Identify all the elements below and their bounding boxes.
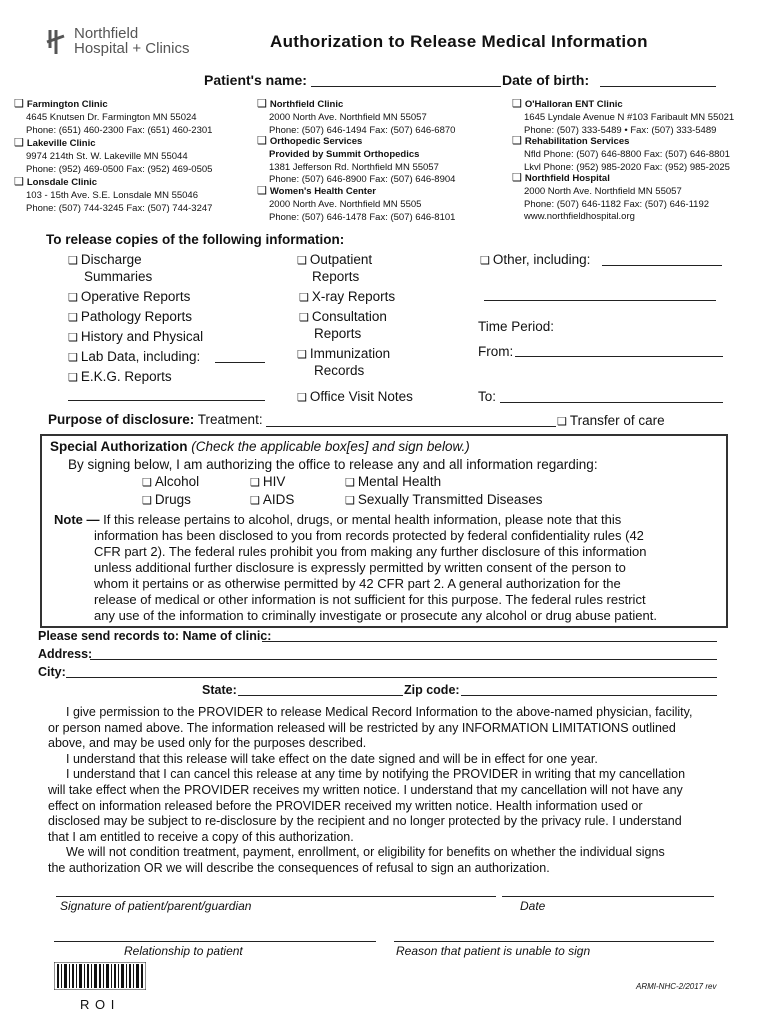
option-aids[interactable] (250, 491, 294, 510)
checkbox-farmington[interactable]: ❑ (14, 98, 24, 110)
patient-name-field[interactable] (311, 86, 501, 87)
option-lab[interactable] (68, 348, 200, 367)
note-line: unless additional further disclosure is expressly permitted by written consent of the person to (94, 560, 626, 575)
checkbox-icon[interactable]: ❑ (142, 495, 152, 507)
relationship-field[interactable] (54, 941, 376, 942)
special-heading-note: (Check the applicable box[es] and sign below.) (191, 439, 470, 454)
checkbox-icon[interactable]: ❑ (68, 372, 78, 384)
permission-paragraph (48, 705, 764, 877)
clinic-column-3 (512, 98, 768, 224)
permission-line: disclosed may be subject to re-disclosure by the recipient and no longer protected by the privacy rule. I understand (48, 814, 682, 829)
clinic-womens-health (257, 185, 497, 224)
option-label: E.K.G. Reports (80, 369, 172, 384)
checkbox-icon[interactable]: ❑ (345, 495, 355, 507)
clinic-name: Women's Health Center (269, 186, 376, 197)
clinic-lakeville (14, 137, 254, 176)
logo (74, 26, 189, 56)
option-label: Immunization (309, 346, 391, 361)
roi-label: R O I (80, 997, 116, 1012)
release-heading: To release copies of the following information: (46, 232, 345, 247)
option-xray[interactable] (299, 288, 395, 307)
checkbox-icon[interactable]: ❑ (297, 255, 307, 267)
purpose-row (48, 412, 263, 427)
reason-field[interactable] (394, 941, 714, 942)
checkbox-icon[interactable]: ❑ (299, 312, 309, 324)
to-label: To: (478, 389, 497, 404)
clinic-name: Northfield Hospital (524, 173, 610, 184)
clinic-name: Lakeville Clinic (26, 138, 96, 149)
date-label: Date (520, 899, 546, 913)
clinic-northfield (257, 98, 497, 135)
option-label: Other, including: (492, 252, 591, 267)
permission-line: above, and may be used only for the purposes described. (48, 736, 367, 751)
clinic-column-1 (14, 98, 254, 215)
permission-line: the authorization OR we will describe the consequences of refusal to sign an authorization. (48, 860, 550, 875)
option-pathology[interactable] (68, 308, 192, 327)
clinic-address: 2000 North Ave. Northfield MN 55057 (269, 111, 427, 123)
checkbox-icon[interactable]: ❑ (297, 392, 307, 404)
note-line: CFR part 2). The federal rules prohibit you from making any further disclosure of this information (94, 544, 647, 559)
option-immunization-line2: Records (314, 363, 365, 378)
clinic-address: 2000 North Ave. Northfield MN 5505 (269, 198, 422, 210)
checkbox-icon[interactable]: ❑ (480, 255, 490, 267)
clinic-name: Lonsdale Clinic (26, 177, 98, 188)
clinic-farmington (14, 98, 254, 137)
clinic-name: Rehabilitation Services (524, 136, 630, 147)
clinic-ohalloran (512, 98, 768, 135)
note-line: information has been disclosed to you from records protected by federal confidentiality rules (42 (94, 528, 644, 543)
clinic-phone: Phone: (507) 333-5489 • Fax: (507) 333-5489 (524, 124, 717, 136)
note-line: release of medical or other information is not sufficient for this purpose. The federal rules restrict (94, 592, 646, 607)
permission-line: effect on information released before the PROVIDER received my written notice. Health information used or (48, 798, 643, 813)
checkbox-lonsdale[interactable]: ❑ (14, 176, 24, 188)
special-intro: By signing below, I am authorizing the office to release any and all information regarding: (68, 457, 598, 472)
option-label: Consultation (311, 309, 387, 324)
option-label: Pathology Reports (80, 309, 192, 324)
send-zip-label: Zip code: (404, 683, 460, 697)
note-paragraph (54, 512, 657, 624)
permission-line: I understand that I can cancel this release at any time by notifying the PROVIDER in writing that my cancellation (66, 767, 686, 782)
permission-line: I understand that this release will take effect on the date signed and will be in effect for one year. (66, 751, 598, 766)
option-ekg[interactable] (68, 368, 172, 387)
barcode-icon (54, 962, 146, 990)
clinic-name: O'Halloran ENT Clinic (524, 99, 623, 110)
checkbox-icon[interactable]: ❑ (250, 495, 260, 507)
checkbox-icon[interactable]: ❑ (68, 332, 78, 344)
note-line: any use of the information to criminally investigate or prosecute any alcohol or drug abuse patient. (94, 608, 657, 623)
send-address-field[interactable] (90, 659, 717, 660)
checkbox-icon[interactable]: ❑ (557, 416, 567, 428)
option-outpatient-line2: Reports (312, 269, 360, 284)
clinic-address: 2000 North Ave. Northfield MN 55057 (524, 185, 682, 197)
clinic-phone: Phone: (651) 460-2300 Fax: (651) 460-2301 (26, 124, 213, 136)
clinic-name: Orthopedic Services (269, 136, 363, 147)
checkbox-icon[interactable]: ❑ (68, 312, 78, 324)
clinic-address: 4645 Knutsen Dr. Farmington MN 55024 (26, 111, 197, 123)
clinic-address: 9974 214th St. W. Lakeville MN 55044 (26, 150, 188, 162)
hospital-logo-icon (44, 28, 72, 56)
purpose-label: Purpose of disclosure: (48, 412, 195, 427)
lab-field[interactable] (215, 362, 265, 363)
from-label: From: (478, 344, 514, 359)
clinic-orthopedic (257, 135, 497, 185)
signature-field[interactable] (56, 896, 496, 897)
form-code: ARMI-NHC-2/2017 rev (636, 982, 717, 991)
checkbox-icon[interactable]: ❑ (250, 477, 260, 489)
option-label: Transfer of care (569, 413, 665, 428)
checkbox-orthopedic[interactable]: ❑ (257, 135, 267, 147)
checkbox-icon[interactable]: ❑ (68, 255, 78, 267)
clinic-name: Farmington Clinic (26, 99, 108, 110)
option-mental-health[interactable] (345, 473, 441, 492)
time-period-label: Time Period: (478, 319, 555, 334)
clinic-lonsdale (14, 176, 254, 215)
permission-line: that I am entitled to receive a copy of this authorization. (48, 829, 354, 844)
checkbox-icon[interactable]: ❑ (142, 477, 152, 489)
option-office-visit[interactable] (297, 388, 413, 407)
option-alcohol[interactable] (142, 473, 199, 492)
treatment-field[interactable] (266, 426, 556, 427)
note-line: whom it pertains or as otherwise permitted by 42 CFR part 2. A general authorization for the (94, 576, 621, 591)
permission-line: We will not condition treatment, payment, enrollment, or eligibility for benefits on whether the individual signs (66, 845, 665, 860)
send-city-label: City: (38, 665, 66, 679)
patient-name-label: Patient's name: (204, 72, 307, 88)
clinic-phone: Phone: (507) 646-1494 Fax: (507) 646-6870 (269, 124, 456, 136)
clinic-rehabilitation (512, 135, 768, 172)
option-label: History and Physical (80, 329, 204, 344)
option-label: Sexually Transmitted Diseases (357, 492, 543, 507)
send-state-label: State: (202, 683, 237, 697)
option-label: HIV (262, 474, 286, 489)
note-line: Note — If this release pertains to alcohol, drugs, or mental health information, please note that this (54, 512, 622, 527)
checkbox-icon[interactable]: ❑ (297, 349, 307, 361)
clinic-phone: Phone: (952) 469-0500 Fax: (952) 469-0505 (26, 163, 213, 175)
send-city-field[interactable] (66, 677, 717, 678)
option-label: Office Visit Notes (309, 389, 413, 404)
option-label: Discharge (80, 252, 142, 267)
option-label: Lab Data, including: (80, 349, 201, 364)
option-hiv[interactable] (250, 473, 285, 492)
option-drugs[interactable] (142, 491, 191, 510)
checkbox-icon[interactable]: ❑ (68, 292, 78, 304)
dob-field[interactable] (600, 86, 716, 87)
clinic-northfield-hospital (512, 172, 768, 224)
permission-line: will take effect when the PROVIDER receives my written notice. I understand that my cancellation will not have any (48, 782, 683, 797)
logo-line2: Hospital + Clinics (74, 40, 190, 57)
clinic-address: 1381 Jefferson Rd. Northfield MN 55057 (269, 161, 439, 173)
special-heading: Special Authorization (50, 439, 188, 454)
signature-label: Signature of patient/parent/guardian (60, 899, 252, 913)
page-title: Authorization to Release Medical Information (270, 32, 648, 51)
permission-line: or person named above. The information released will be restricted by any INFORMATION LIMITATIONS outlined (48, 720, 676, 735)
checkbox-icon[interactable]: ❑ (68, 352, 78, 364)
option-label: X-ray Reports (311, 289, 396, 304)
checkbox-lakeville[interactable]: ❑ (14, 137, 24, 149)
send-state-field[interactable] (238, 695, 403, 696)
option-label: Drugs (154, 492, 191, 507)
option-history[interactable] (68, 328, 203, 347)
option-label: AIDS (262, 492, 295, 507)
send-clinic-label: Please send records to: Name of clinic: (38, 629, 272, 643)
clinic-phone: Phone: (507) 646-8900 Fax: (507) 646-8904 (269, 174, 456, 186)
option-operative[interactable] (68, 288, 190, 307)
clinic-phone: Nfld Phone: (507) 646-8800 Fax: (507) 646-8801 (524, 148, 730, 160)
checkbox-ohalloran[interactable]: ❑ (512, 98, 522, 110)
checkbox-womens-health[interactable]: ❑ (257, 185, 267, 197)
clinic-phone: Lkvl Phone: (952) 985-2020 Fax: (952) 985-2025 (524, 161, 730, 173)
clinic-phone: Phone: (507) 646-1478 Fax: (507) 646-8101 (269, 211, 456, 223)
clinic-name: Northfield Clinic (269, 99, 344, 110)
option-label: Operative Reports (80, 289, 191, 304)
option-discharge-line2: Summaries (84, 269, 153, 284)
checkbox-rehabilitation[interactable]: ❑ (512, 135, 522, 147)
option-label: Alcohol (154, 474, 200, 489)
treatment-label: Treatment: (197, 412, 263, 427)
permission-line: I give permission to the PROVIDER to release Medical Record Information to the above-named physician, facility, (66, 705, 693, 719)
other-field-line2[interactable] (484, 300, 716, 301)
clinic-phone: Phone: (507) 646-1182 Fax: (507) 646-1192 (524, 198, 710, 210)
checkbox-icon[interactable]: ❑ (345, 477, 355, 489)
relationship-label: Relationship to patient (124, 944, 243, 958)
dob-label: Date of birth: (502, 72, 590, 88)
option-label: Mental Health (357, 474, 442, 489)
other-field[interactable] (602, 265, 722, 266)
checkbox-northfield-hospital[interactable]: ❑ (512, 172, 522, 184)
send-zip-field[interactable] (461, 695, 717, 696)
clinic-address: 103 - 15th Ave. S.E. Lonsdale MN 55046 (26, 189, 198, 201)
send-clinic-field[interactable] (262, 641, 717, 642)
option-consultation-line2: Reports (314, 326, 362, 341)
special-heading-row (50, 438, 470, 455)
clinic-phone: Phone: (507) 744-3245 Fax: (507) 744-3247 (26, 202, 213, 214)
option-other[interactable] (480, 251, 590, 270)
send-address-label: Address: (38, 647, 93, 661)
reason-label: Reason that patient is unable to sign (396, 944, 591, 958)
checkbox-northfield[interactable]: ❑ (257, 98, 267, 110)
clinic-column-2 (257, 98, 497, 224)
date-field[interactable] (502, 896, 714, 897)
option-std[interactable] (345, 491, 542, 510)
clinic-website: www.northfieldhospital.org (524, 211, 635, 223)
note-label: Note — (54, 512, 100, 527)
clinic-provider: Provided by Summit Orthopedics (269, 148, 420, 160)
to-field[interactable] (500, 402, 723, 403)
logo-line1: Northfield (74, 25, 139, 42)
option-label: Outpatient (309, 252, 373, 267)
other-left-field[interactable] (68, 400, 265, 401)
option-transfer-of-care[interactable] (557, 412, 665, 431)
clinic-address: 1645 Lyndale Avenue N #103 Faribault MN 55021 (524, 111, 735, 123)
from-field[interactable] (515, 356, 723, 357)
checkbox-icon[interactable]: ❑ (299, 292, 309, 304)
